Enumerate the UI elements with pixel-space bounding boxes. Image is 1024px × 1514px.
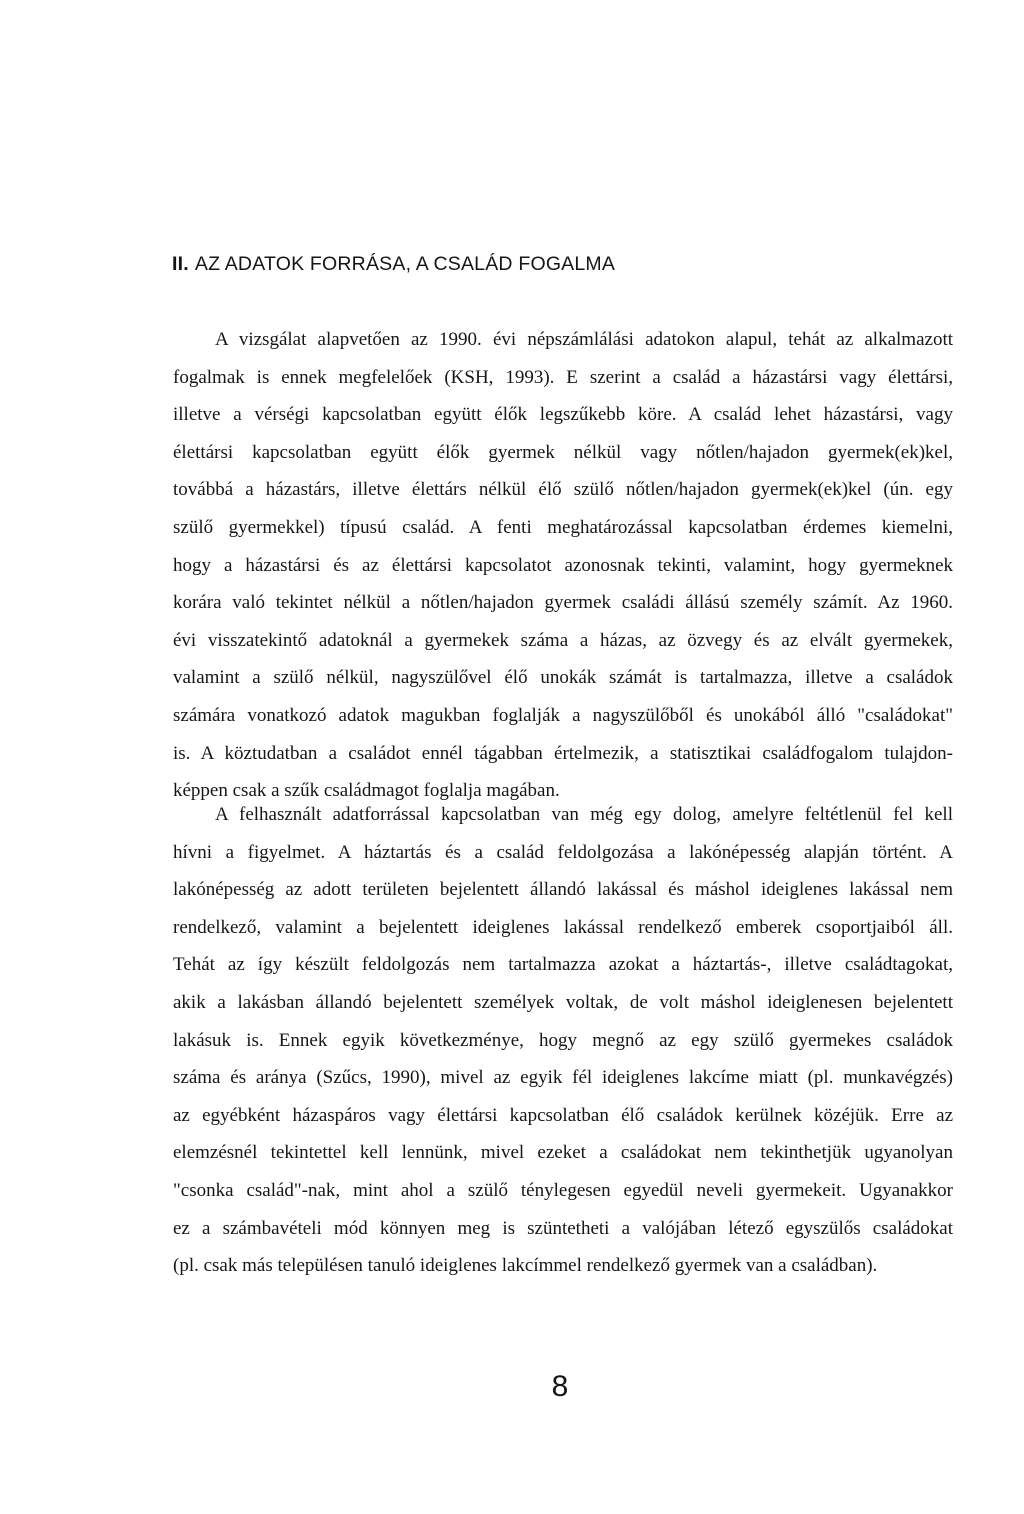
- paragraph-line: (pl. csak más településen tanuló ideiglenes lakcímmel rendelkező gyermek van a családban).: [173, 1255, 878, 1277]
- section-number: II.: [172, 253, 189, 275]
- paragraph-line: élettársi kapcsolatban együtt élők gyermek nélkül vagy nőtlen/hajadon gyermek(ek)kel,: [173, 441, 953, 463]
- paragraph-2: [173, 796, 953, 1285]
- section-title: AZ ADATOK FORRÁSA, A CSALÁD FOGALMA: [194, 253, 616, 275]
- paragraph-line: A vizsgálat alapvetően az 1990. évi népszámlálási adatokon alapul, tehát az alkalmazott: [215, 329, 953, 350]
- paragraph-line: ez a számbavételi mód könnyen meg is szüntetheti a valójában létező egyszülős családokat: [173, 1217, 953, 1239]
- paragraph-line: lakásuk is. Ennek egyik következménye, hogy megnő az egy szülő gyermekes családok: [173, 1029, 953, 1051]
- paragraph-line: évi visszatekintő adatoknál a gyermekek száma a házas, az özvegy és az elvált gyermekek,: [173, 629, 953, 651]
- paragraph-line: akik a lakásban állandó bejelentett személyek voltak, de volt máshol ideiglenesen bejelentett: [173, 991, 953, 1013]
- paragraph-line: számára vonatkozó adatok magukban foglalják a nagyszülőből és unokából álló "családokat": [173, 704, 953, 726]
- paragraph-line: száma és aránya (Szűcs, 1990), mivel az egyik fél ideiglenes lakcíme miatt (pl. munkavégzés): [173, 1067, 953, 1089]
- paragraph-line: A felhasznált adatforrással kapcsolatban van még egy dolog, amelyre feltétlenül fel kell: [215, 804, 953, 825]
- paragraph-line: rendelkező, valamint a bejelentett ideiglenes lakással rendelkező emberek csoportjaiból áll.: [173, 916, 953, 938]
- paragraph-line: az egyébként házaspáros vagy élettársi kapcsolatban élő családok kerülnek közéjük. Erre az: [173, 1104, 953, 1126]
- paragraph-line: szülő gyermekkel) típusú család. A fenti meghatározással kapcsolatban érdemes kiemelni,: [173, 516, 953, 538]
- paragraph-line: Tehát az így készült feldolgozás nem tartalmazza azokat a háztartás-, illetve családtagokat,: [173, 954, 953, 976]
- paragraph-line: fogalmak is ennek megfelelőek (KSH, 1993). E szerint a család a házastársi vagy élettársi,: [173, 366, 953, 388]
- paragraph-line: "csonka család"-nak, mint ahol a szülő ténylegesen egyedül neveli gyermekeit. Ugyanakkor: [173, 1179, 953, 1201]
- page-number: 8: [551, 1370, 569, 1403]
- paragraph-line: illetve a vérségi kapcsolatban együtt élők legszűkebb köre. A család lehet házastársi, vagy: [173, 404, 953, 426]
- section-heading: [172, 253, 872, 276]
- paragraph-line: hívni a figyelmet. A háztartás és a család feldolgozása a lakónépesség alapján történt. A: [173, 841, 953, 863]
- paragraph-line: is. A köztudatban a családot ennél tágabban értelmezik, a statisztikai családfogalom tulajdon-: [173, 742, 953, 764]
- paragraph-line: valamint a szülő nélkül, nagyszülővel élő unokák számát is tartalmazza, illetve a családok: [173, 667, 953, 689]
- paragraph-line: korára való tekintet nélkül a nőtlen/hajadon gyermek családi állású személy számít. Az 1960.: [173, 592, 953, 614]
- paragraph-line: lakónépesség az adott területen bejelentett állandó lakással és máshol ideiglenes lakással nem: [173, 879, 953, 901]
- paragraph-line: képpen csak a szűk családmagot foglalja magában.: [173, 780, 560, 802]
- paragraph-line: hogy a házastársi és az élettársi kapcsolatot azonosnak tekinti, valamint, hogy gyermeknek: [173, 554, 953, 576]
- paragraph-line: elemzésnél tekintettel kell lennünk, mivel ezeket a családokat nem tekinthetjük ugyanolyan: [173, 1142, 953, 1164]
- paragraph-line: továbbá a házastárs, illetve élettárs nélkül élő szülő nőtlen/hajadon gyermek(ek)kel (ún. egy: [173, 479, 953, 501]
- paragraph-1: [173, 321, 953, 810]
